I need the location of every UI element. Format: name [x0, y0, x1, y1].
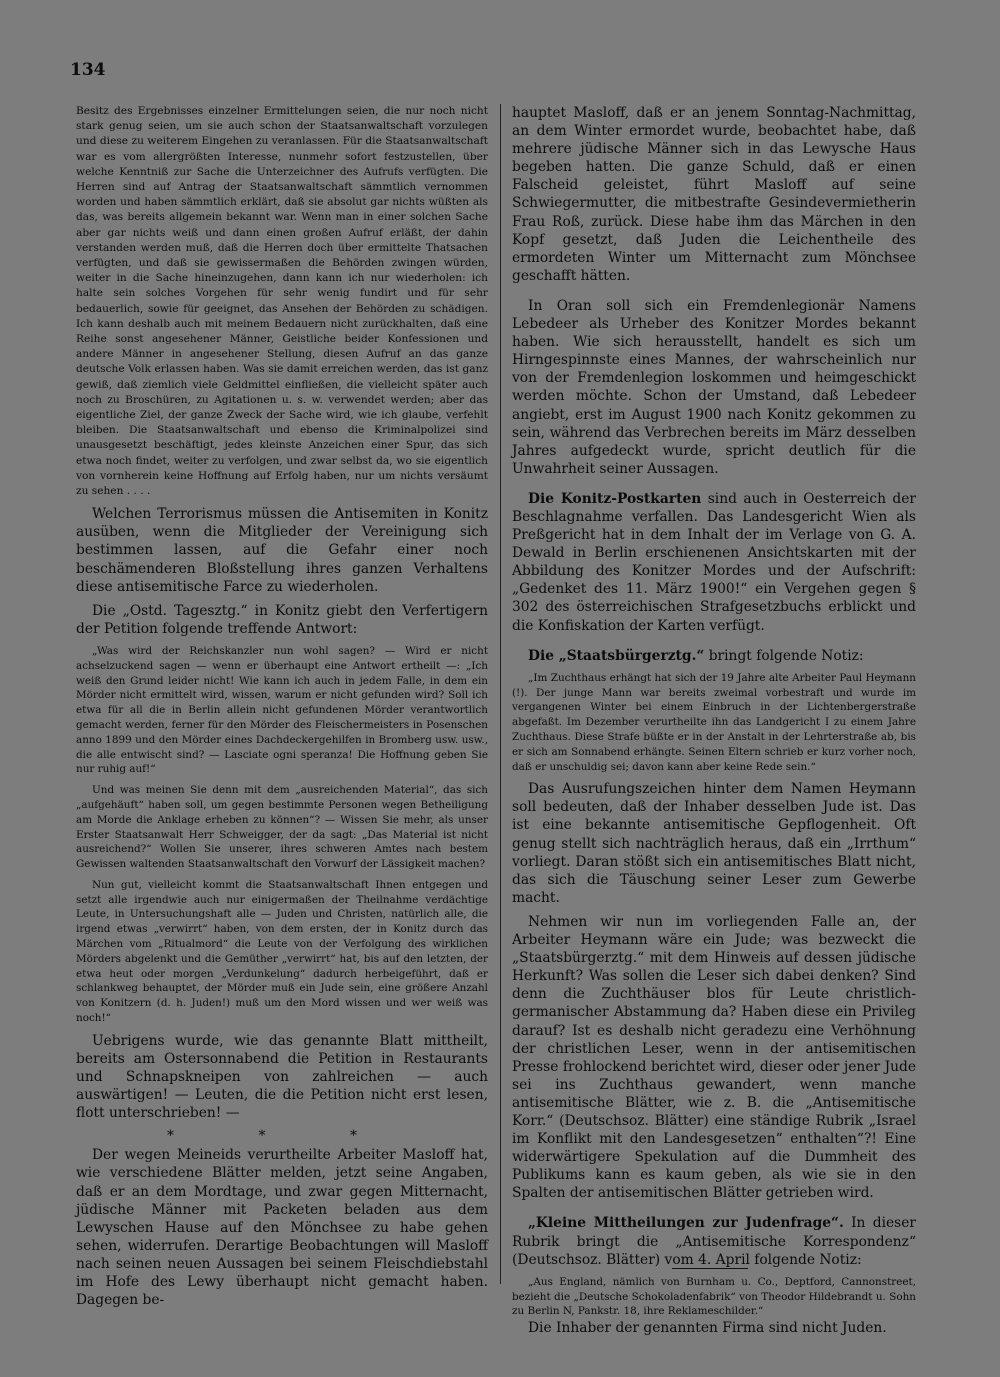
- paragraph-masloff-cont: hauptet Masloff, daß er an jenem Sonntag-Nachmittag, an dem Winter ermordet wurde, beobachtet habe, daß mehrere jüdische Männer sich in das Lewysche Haus begeben hatten. Die ganze Schuld, daß er einen Falscheid geleistet, führt Masloff auf seine Schwiegermutter, die mitbestrafte Gesindevermietherin Frau Roß, zurück. Diese habe ihm das Märchen in den Kopf gesetzt, daß Juden die Leichentheile des ermordeten Winter um Mitternacht zum Mönchsee geschafft hätten.: [512, 105, 916, 284]
- text-kleine-mittheilungen: In dieser Rubrik bringt die „Antisemitische Korrespondenz“ (Deutschsoz. Blätter) vom 4. April folgende Notiz:: [512, 1215, 916, 1268]
- quote-zuchthaus: „Im Zuchthaus erhängt hat sich der 19 Jahre alte Arbeiter Paul Heymann (!). Der junge Mann war bereits zweimal vorbestraft und wurde im vergangenen Winter bei einem Einbruch in der Lichtenbergerstraße abgefaßt. Im Dezember verurtheilte ihn das Landgericht I zu einem Jahre Zuchthaus. Diese Strafe büßte er in der Anstalt in der Lehrterstraße ab, bis er sich am Sonnabend erhängte. Seinen Eltern schrieb er kurz vorher noch, daß er unschuldig sei; davon kann aber keine Rede sein.“: [512, 671, 916, 773]
- quote-staatsanwaltschaft: Nun gut, vielleicht kommt die Staatsanwaltschaft Ihnen entgegen und setzt alle irgendwie auch nur einigermaßen der Theilnahme verdächtige Leute, in Untersuchungshaft alle — Juden und Christen, natürlich alle, die irgend etwas „verwirrt“ haben, von dem ersten, der in Konitz durch das Märchen vom „Ritualmord“ die Leute von der Verfolgung des wirklichen Mörders abgelenkt und die Gemüther „verwirrt“ hat, bis auf den letzten, der etwa heut oder morgen „Verdunkelung“ dadurch herbeigeführt, daß er schlankweg behauptet, der Mörder muß ein Jude sein, eine größere Anzahl von Konitzern (d. h. Juden!) muß um den Mord wissen und wer weiß was noch!“: [76, 878, 488, 1025]
- paragraph-terrorism: Welchen Terrorismus müssen die Antisemiten in Konitz ausüben, wenn die Mitglieder der Vereinigung sich bestimmen lassen, auf die Gefahr einer noch beschämenderen Bloßstellung ihres ganzen Verhaltens diese antisemitische Farce zu wiederholen.: [76, 506, 488, 595]
- column-divider: [500, 104, 501, 1284]
- paragraph-petition-signed: Uebrigens wurde, wie das genannte Blatt mittheilt, bereits am Ostersonnabend die Petition in Restaurants und Schnapskneipen von zahlreichen — auch auswärtigen! — Leuten, die die Petition nicht erst lesen, flott unterschrieben! —: [76, 1032, 488, 1122]
- heading-kleine-mittheilungen: „Kleine Mittheilungen zur Judenfrage“.: [528, 1215, 844, 1232]
- paragraph-konitz-postkarten: [512, 490, 916, 635]
- end-rule: [672, 1268, 748, 1269]
- paragraph-kleine-mittheilungen: [512, 1214, 916, 1268]
- text-konitz-postkarten: sind auch in Oesterreich der Beschlagnahme verfallen. Das Landesgericht Wien als Preßgericht hat in dem Inhalt der im Verlage von G. A. Dewald in Berlin erschienenen Ansichtskarten mit der Abbildung des Konitzer Mordes und der Aufschrift: „Gedenket des 11. März 1900!“ ein Vergehen gegen § 302 des österreichischen Strafgesetzbuchs erblickt und die Konfiskation der Karten verfügt.: [512, 490, 917, 634]
- paragraph-investigation: Besitz des Ergebnisses einzelner Ermittelungen seien, die nur noch nicht stark genug seien, um sie auch schon der Staatsanwaltschaft vorzulegen und diese zu weiterem Eingehen zu veranlassen. Für die Staatsanwaltschaft war es vom allergrößten Interesse, nunmehr sofort festzustellen, über welche Kenntniß zur Sache die Unterzeichner des Aufrufs verfügten. Die Herren sind auf Antrag der Staatsanwaltschaft sämmtlich vernommen worden und haben sämmtlich erklärt, daß sie absolut gar nichts wüßten als das, was bereits allgemein bekannt war. Wenn man in einer solchen Sache aber gar nichts weiß und dann einen großen Aufruf erläßt, der dahin verstanden werden muß, daß die Herren doch über ermittelte Thatsachen verfügten, und daß sie gewissermaßen die Behörden zwingen würden, weiter in die Sache hineinzugehen, dann kann ich nur wiederholen: ich halte sein solches Vorgehen für sehr wenig fundirt und für sehr bedauerlich, sowie für geeignet, das Ansehen der Behörden zu schädigen. Ich kann deshalb auch mit meinem Bedauern nicht zurückhalten, daß eine Reihe sonst angesehener Männer, Geistliche beider Konfessionen und andere Männer in angesehener Stellung, diesen Aufruf an das ganze deutsche Volk erlassen haben. Was sie damit erreichen werden, das ist ganz gewiß, daß ziemlich viele Geldmittel einfließen, die vielleicht später auch noch zu Broschüren, zu Agitationen u. s. w. verwendet werden; aber das eigentliche Ziel, der ganze Zweck der Sache wird, wie ich glaube, verfehlt bleiben. Die Staatsanwaltschaft und ebenso die Kriminalpolizei sind unausgesetzt beschäftigt, jedes kleinste Anzeichen einer Spur, das sich etwa noch findet, weiter zu verfolgen, und zwar selbst da, wo sie eigentlich von vornherein keine Hoffnung auf Erfolg haben, nur um nichts versäumt zu sehen . . . .: [76, 105, 488, 498]
- quote-england: „Aus England, nämlich von Burnham u. Co., Deptford, Cannonstreet, bezieht die „Deutsche Schokoladenfabrik“ von Theodor Hildebrandt u. Sohn zu Berlin N, Pankstr. 18, ihre Reklameschilder.“: [512, 1275, 916, 1318]
- heading-staatsbuergerztg: Die „Staatsbürgerztg.“: [528, 647, 705, 664]
- paragraph-oran: In Oran soll sich ein Fremdenlegionär Namens Lebedeer als Urheber des Konitzer Mordes bekannt haben. Wie sich herausstellt, handelt es sich um Hirngespinnste eines Mannes, der wahrscheinlich nur von der Fremdenlegion loskommen und heimgeschickt werden möchte. Schon der Umstand, daß Lebedeer angiebt, erst im August 1900 nach Konitz gekommen zu sein, während das Verbrechen bereits im März desselben Jahres aufgedeckt wurde, spricht deutlich für die Unwahrheit seiner Aussagen.: [512, 297, 916, 477]
- left-column: [76, 104, 488, 1309]
- page-number: 134: [70, 60, 106, 80]
- paragraph-inhaber: Die Inhaber der genannten Firma sind nicht Juden.: [528, 1320, 887, 1337]
- section-divider-stars: * * *: [167, 1128, 397, 1145]
- right-column: [512, 104, 917, 1337]
- paragraph-heymann: Nehmen wir nun im vorliegenden Falle an, der Arbeiter Heymann wäre ein Jude; was bezweckt die „Staatsbürgerztg.“ mit dem Hinweis auf dessen jüdische Herkunft? Was sollen die Leser sich dabei denken? Sind denn die Zuchthäuser blos für Leute christlich-germanischer Abstammung da? Haben diese ein Privileg darauf? Ist es deshalb nicht geradezu eine Verhöhnung der christlichen Leser, wenn in der antisemitischen Presse frohlockend berichtet wird, dieser oder jener Jude sei ins Zuchthaus gewandert, wenn manche antisemitische Blätter, wie z. B. die „Antisemitische Korr.“ (Deutschsoz. Blätter) eine ständige Rubrik „Israel im Konflikt mit den Landesgesetzen“ enthalten“?! Eine widerwärtigere Spekulation auf die Dummheit des Publikums kann es kaum geben, als wie sie in den Spalten der antisemitischen Blätter getrieben wird.: [512, 913, 916, 1202]
- paragraph-masloff: Der wegen Meineids verurtheilte Arbeiter Masloff hat, wie verschiedene Blätter melden, jetzt seine Angaben, daß er an dem Mordtage, und zwar gegen Mitternacht, jüdische Männer mit Packeten beladen aus dem Lewyschen Hause auf den Mönchsee zu habe gehen sehen, widerrufen. Derartige Beobachtungen will Masloff nach seinen neuen Aussagen bei seinem Fleischdiebstahl im Hofe des Lewy überhaupt nicht gemacht haben. Dagegen be-: [76, 1147, 488, 1309]
- paragraph-staatsbuergerztg: [512, 647, 916, 665]
- paragraph-ostd-tagesztg: Die „Ostd. Tagesztg.“ in Konitz giebt den Verfertigern der Petition folgende treffende Antwort:: [76, 602, 488, 637]
- heading-konitz-postkarten: Die Konitz-Postkarten: [528, 490, 702, 507]
- quote-material: Und was meinen Sie denn mit dem „ausreichenden Material“, das sich „aufgehäuft“ haben soll, um gegen bestimmte Personen wegen Betheiligung am Morde die Anklage erheben zu können“? — Wissen Sie mehr, als unser Erster Staatsanwalt Herr Schweigger, der da sagt: „Das Material ist nicht ausreichend?“ Wollen Sie unserer, ihres schweren Amtes nach bestem Gewissen waltenden Staatsanwaltschaft den Vorwurf der Lässigkeit machen?: [76, 784, 488, 871]
- text-staatsbuergerztg: bringt folgende Notiz:: [708, 647, 864, 664]
- paragraph-ausrufungszeichen: Das Ausrufungszeichen hinter dem Namen Heymann soll bedeuten, daß der Inhaber desselben Jude ist. Das ist eine bekannte antisemitische Gepflogenheit. Oft genug stellt sich nachträglich heraus, daß ein „Irrthum“ vorliegt. Daran stößt sich ein antisemitisches Blatt nicht, das sich die Täuschung seiner Leser zum Gewerbe macht.: [512, 781, 916, 906]
- quote-reichskanzler: „Was wird der Reichskanzler nun wohl sagen? — Wird er nicht achselzuckend sagen — wenn er überhaupt eine Antwort ertheilt —: „Ich weiß den Grund leider nicht! Wie kann ich auch in jedem Falle, in dem ein Mörder nicht ermittelt wird, wissen, warum er nicht gefunden wird? Soll ich etwa für all die in Berlin allein nicht gefundenen Mörder verantwortlich gemacht werden, ferner für den Mörder des Fleischermeisters in Posenschen anno 1899 und den Mörder eines Dachdeckergehilfen in Bromberg usw. usw., die alle entwischt sind? — Lasciate ogni speranza! Die Hoffnung geben Sie nur ruhig auf!“: [76, 644, 488, 776]
